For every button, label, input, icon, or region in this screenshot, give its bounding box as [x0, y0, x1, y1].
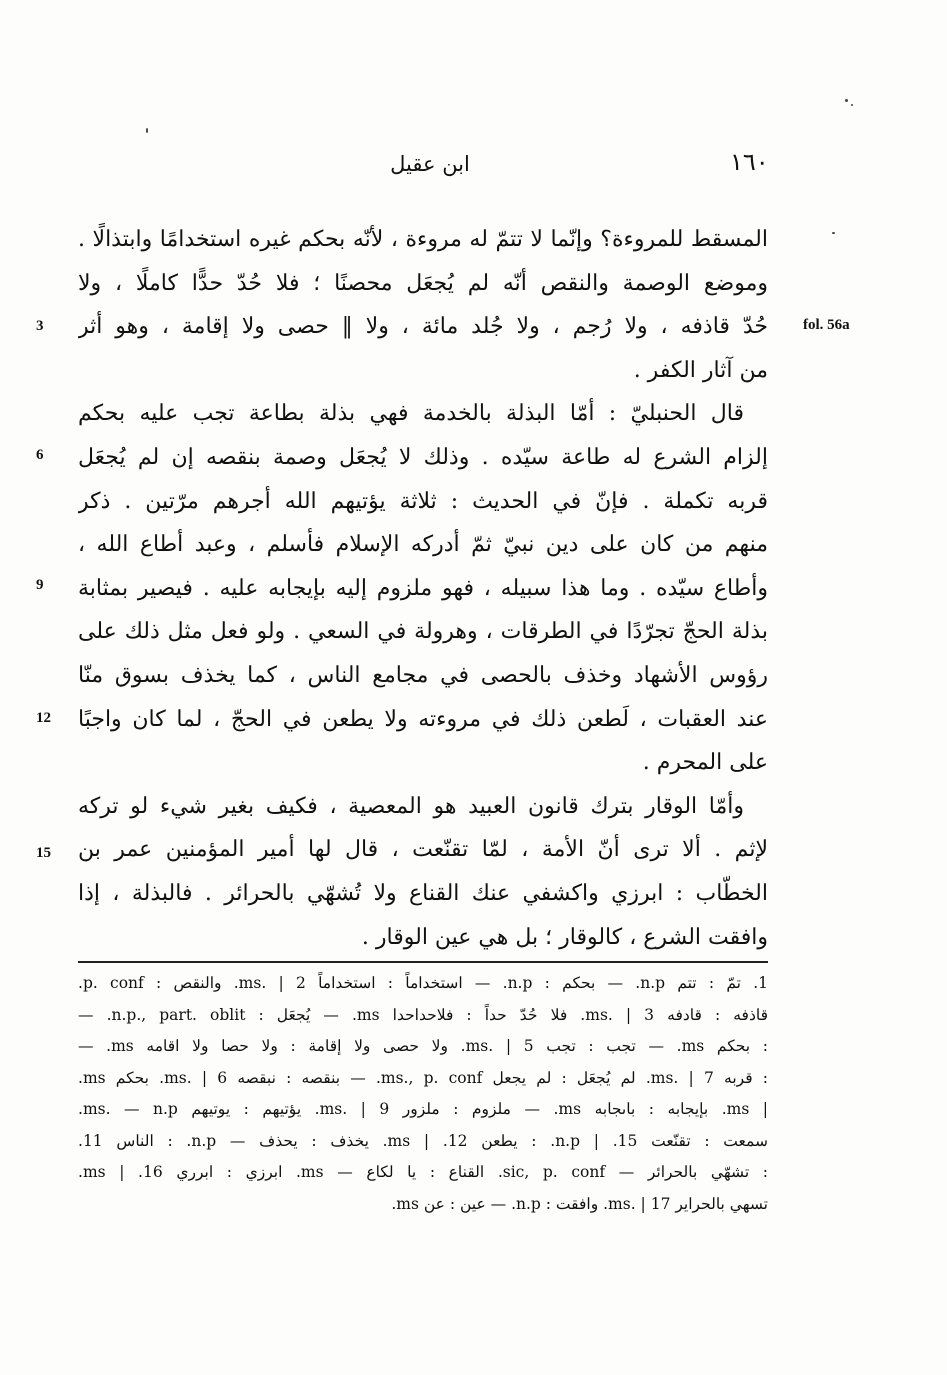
footnote-line: قاذفه : قادفه ms. | 3. فلا حُدّ حداً : فلاحداحدا ms. — يُجعَل : n.p., part. oblit. — [78, 1005, 768, 1024]
scan-speck [845, 99, 848, 102]
text-line: من آثار الكفر . [633, 357, 768, 383]
text-line: عند العقبات ، لَطعن ذلك في مروءته ولا يطعن في الحجّ ، لما كان واجبًا [78, 706, 768, 732]
text-line: حُدّ قاذفه ، ولا رُجم ، ولا جُلد مائة ، ولا ‖ حصى ولا إقامة ، وهو أثر [78, 314, 768, 340]
footnote-divider [78, 961, 768, 963]
line-number-6: 6 [36, 447, 44, 463]
footnote-line: تسهي بالحراير ms. | 17. وافقت : n.p. — عين : عن ms. [391, 1194, 768, 1213]
running-title: ابن عقيل [390, 152, 470, 176]
line-number-15: 15 [36, 845, 51, 861]
footnote-line: : تشهّي بالحرائر — sic, p. conf. القناع : يا لكاع — ms. ابرزي : ابرري 16. | ms. [78, 1163, 768, 1181]
line-number-12: 12 [36, 710, 51, 726]
text-line: وأمّا الوقار بترك قانون العبيد هو المعصية ، فكيف بغير شيء لو تركه [78, 793, 744, 819]
scan-speck [146, 128, 148, 133]
scan-speck [851, 104, 853, 106]
text-line: رؤوس الأشهاد وخذف بالحصى في مجامع الناس ، كما يخذف بسوق منّا [78, 662, 768, 688]
folio-reference: fol. 56a [803, 317, 850, 333]
text-line: على المحرم . [642, 750, 768, 776]
text-line: وموضع الوصمة والنقص أنّه لم يُجعَل محصنًا ؛ فلا حُدّ حدًّا كاملًا ، ولا [78, 270, 768, 296]
footnote-line: سمعت : تقنّعت 15. | n.p. : يطعن 12. | ms. يخذف : يحذف — n.p. : الناس 11. [78, 1131, 768, 1150]
text-line: بذلة الحجّ تجرّدًا في الطرقات ، وهرولة في السعي . ولو فعل مثل ذلك على [78, 619, 768, 645]
page-number: ١٦٠ [730, 148, 769, 176]
text-line: قربه تكملة . فإنّ في الحديث : ثلاثة يؤتيهم الله أجرهم مرّتين . ذكر [78, 488, 768, 514]
footnotes [78, 968, 768, 1220]
scan-speck [832, 232, 835, 234]
footnote-line: : قربه ms. | 7. لم يُجعَل : لم يجعل ms., p. conf. — بنقصه : نبقصه ms. | 6. بحكم ms. [78, 1068, 768, 1087]
line-number-9: 9 [36, 577, 44, 593]
footnote-line: 1. تمّ : تتم n.p. — بحكم : n.p. — استخداماً : استخداماً ms. | 2. والنقص : p. conf. [78, 974, 768, 992]
text-line: منهم من كان على دين نبيّ ثمّ أدركه الإسلام فأسلم ، وعبد أطاع الله ، [78, 532, 768, 558]
line-number-3: 3 [36, 318, 44, 334]
text-line: وأطاع سيّده . وما هذا سبيله ، فهو ملزوم إليه بإيجابه عليه . فيصير بمثابة [78, 575, 768, 601]
text-line: وافقت الشرع ، كالوقار ؛ بل هي عين الوقار . [361, 924, 768, 950]
footnote-line: | ms. بإيجابه : باىجابه ms. — ملزوم : ملزور ms. | 9. يؤتيهم : يوتيهم ms. — n.p. [78, 1100, 768, 1118]
text-line: لإثم . ألا ترى أنّ الأمة ، لمّا تقنّعت ، قال لها أمير المؤمنين عمر بن [78, 837, 768, 863]
text-line: الخطّاب : ابرزي واكشفي عنك القناع ولا تُشهّي بالحرائر . فالبذلة ، إذا [78, 880, 768, 906]
text-line: قال الحنبليّ : أمّا البذلة بالخدمة فهي بذلة بطاعة تجب عليه بحكم [78, 401, 744, 427]
text-line: إلزام الشرع له طاعة سيّده . وذلك لا يُجعَل وصمة بنقصه إن لم يُجعَل [78, 444, 768, 470]
main-text [78, 218, 768, 959]
text-line: المسقط للمروءة؟ وإنّما لا تتمّ له مروءة ، لأنّه بحكم غيره استخدامًا وابتذالًا . [78, 227, 768, 252]
footnote-line: : بحكم ms. — تجب : تجب ms. | 5. ولا حصى ولا إقامة : ولا حصا ولا اقامه ms. — [78, 1037, 768, 1055]
